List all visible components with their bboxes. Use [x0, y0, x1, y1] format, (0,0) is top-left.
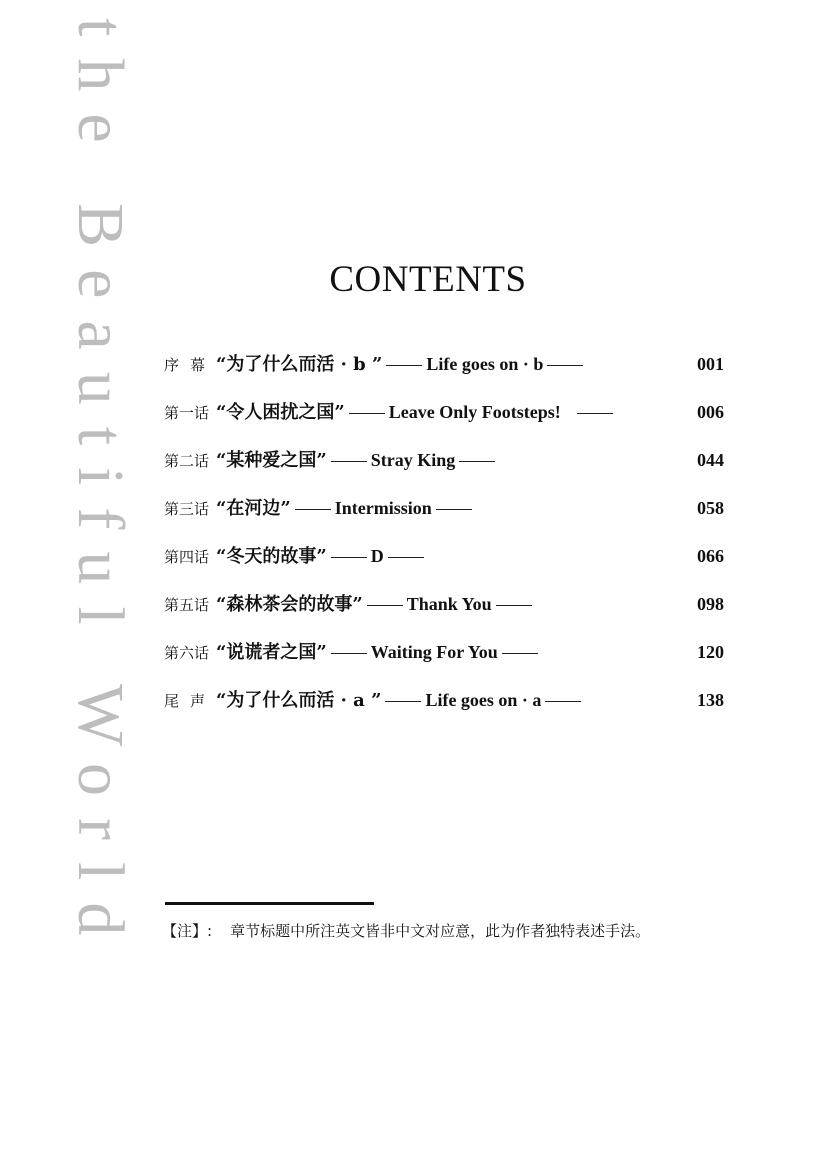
- toc-entry-label: 第四话: [164, 548, 210, 566]
- em-dash: [577, 413, 613, 414]
- toc-entry-page-number: 120: [697, 642, 724, 662]
- toc-entry-chapter-2[interactable]: [164, 439, 724, 487]
- toc-entry-page-number: 098: [697, 594, 724, 614]
- em-dash: [388, 557, 424, 558]
- toc-entry-chinese-title: “在河边”: [216, 498, 291, 519]
- toc-entry-english-title: Thank You: [406, 594, 492, 614]
- toc-entry-chinese-title: “为了什么而活 · b ”: [216, 354, 383, 375]
- em-dash: [436, 509, 472, 510]
- toc-entry-chapter-5[interactable]: [164, 583, 724, 631]
- toc-entry-page-number: 138: [697, 690, 724, 710]
- em-dash: [545, 701, 581, 702]
- toc-entry-label: 第二话: [164, 452, 210, 470]
- toc-entry-label: 第六话: [164, 644, 210, 662]
- toc-entry-chinese-title: “冬天的故事”: [216, 546, 327, 567]
- toc-entry-page-number: 066: [697, 546, 724, 566]
- em-dash: [496, 605, 532, 606]
- em-dash: [547, 365, 583, 366]
- toc-entry-page-number: 058: [697, 498, 724, 518]
- toc-entry-epilogue[interactable]: [164, 679, 724, 727]
- toc-entry-page-number: 001: [697, 354, 724, 374]
- toc-entry-label: 序幕: [164, 356, 217, 374]
- em-dash: [349, 413, 385, 414]
- toc-entry-english-title: Waiting For You: [370, 642, 498, 662]
- toc-entry-english-title: Life goes on · b: [426, 354, 544, 374]
- toc-entry-chinese-title: “某种爱之国”: [216, 450, 327, 471]
- toc-entry-chapter-4[interactable]: [164, 535, 724, 583]
- footnote-text: 章节标题中所注英文皆非中文对应意，此为作者独特表述手法。: [230, 922, 651, 940]
- footnote-tag: 【注】:: [162, 922, 213, 940]
- side-title: the Beautiful World: [64, 18, 137, 958]
- em-dash: [295, 509, 331, 510]
- em-dash: [386, 365, 422, 366]
- table-of-contents: [164, 343, 724, 727]
- toc-entry-prologue[interactable]: [164, 343, 724, 391]
- footnote: [162, 920, 650, 941]
- toc-entry-chapter-3[interactable]: [164, 487, 724, 535]
- footnote-divider: [165, 902, 374, 905]
- toc-entry-chinese-title: “森林茶会的故事”: [216, 594, 363, 615]
- toc-entry-english-title: Intermission: [334, 498, 432, 518]
- em-dash: [367, 605, 403, 606]
- toc-entry-page-number: 006: [697, 402, 724, 422]
- em-dash: [331, 653, 367, 654]
- em-dash: [502, 653, 538, 654]
- toc-entry-page-number: 044: [697, 450, 724, 470]
- toc-entry-label: 第一话: [164, 404, 210, 422]
- toc-entry-label: 尾声: [164, 692, 217, 710]
- toc-entry-chinese-title: “令人困扰之国”: [216, 402, 345, 423]
- toc-entry-chapter-1[interactable]: [164, 391, 724, 439]
- page-title: CONTENTS: [329, 259, 527, 300]
- toc-entry-chinese-title: “为了什么而活 · a ”: [216, 690, 382, 711]
- toc-entry-chinese-title: “说谎者之国”: [216, 642, 327, 663]
- em-dash: [459, 461, 495, 462]
- em-dash: [385, 701, 421, 702]
- toc-entry-english-title: Leave Only Footsteps!: [388, 402, 561, 422]
- em-dash: [331, 461, 367, 462]
- toc-entry-english-title: Stray King: [370, 450, 456, 470]
- toc-entry-label: 第五话: [164, 596, 210, 614]
- toc-entry-english-title: D: [370, 546, 384, 566]
- toc-entry-chapter-6[interactable]: [164, 631, 724, 679]
- toc-entry-english-title: Life goes on · a: [425, 690, 542, 710]
- em-dash: [331, 557, 367, 558]
- toc-entry-label: 第三话: [164, 500, 210, 518]
